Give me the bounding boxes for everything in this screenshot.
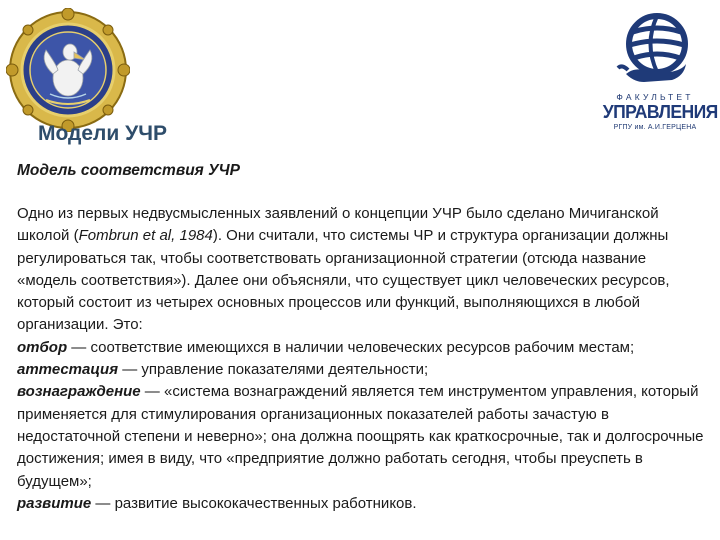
slide-title: Модели УЧР bbox=[38, 122, 167, 145]
globe-hand-icon bbox=[600, 8, 710, 92]
slide-subtitle: Модель соответствия УЧР bbox=[17, 162, 240, 179]
term-rewards: вознаграждение bbox=[17, 383, 141, 401]
item-text: — развитие высококачественных работников. bbox=[91, 494, 417, 512]
faculty-logo bbox=[600, 8, 718, 140]
item-text: — управление показателями деятельности; bbox=[118, 361, 429, 379]
term-appraisal: аттестация bbox=[17, 361, 119, 379]
university-pelican-emblem-icon bbox=[6, 8, 130, 132]
term-selection: отбор bbox=[17, 338, 68, 356]
faculty-word: ФАКУЛЬТЕТ bbox=[616, 92, 694, 102]
intro-text-1: Одно из первых недвусмысленных заявлений о концепции УЧР было сделано Мичиганской школой ( bbox=[17, 205, 659, 245]
term-development: развитие bbox=[17, 494, 92, 512]
intro-paragraph bbox=[17, 203, 707, 337]
list-item bbox=[17, 337, 707, 359]
body-text bbox=[17, 203, 707, 515]
list-item bbox=[17, 381, 707, 492]
citation: Fombrun et al, 1984 bbox=[78, 227, 213, 245]
item-text: — «система вознаграждений является тем инструментом управления, который применяется для стимулирования организационных показателей работы зачастую в недостаточной степени и неверно»; она должна поощрять как краткосрочные, так и долгосрочные достижения; имея в виду, что «предприятие должно работать сегодня, чтобы преуспеть в будущем»; bbox=[17, 383, 704, 490]
list-item bbox=[17, 493, 707, 515]
item-text: — соответствие имеющихся в наличии человеческих ресурсов рабочим местам; bbox=[67, 338, 635, 356]
list-item bbox=[17, 359, 707, 381]
faculty-university: РГПУ им. А.И.ГЕРЦЕНА bbox=[613, 124, 697, 131]
intro-text-2: ). Они считали, что системы ЧР и структура организации должны регулироваться так, чтобы соответствовать организационной стратегии (отсюда название «модель соответствия»). Далее они объясняли, что существует цикл человеческих ресурсов, который состоит из четырех основных процессов или функций, выполняющихся в любой организации. Это: bbox=[17, 227, 670, 334]
faculty-name: УПРАВЛЕНИЯ bbox=[602, 101, 718, 122]
